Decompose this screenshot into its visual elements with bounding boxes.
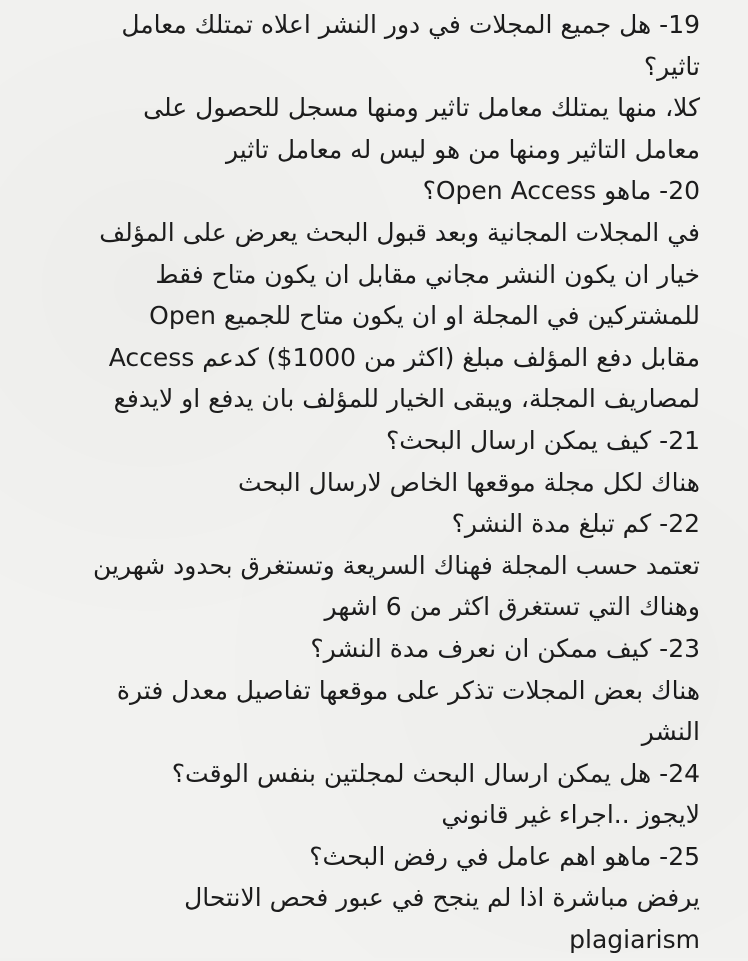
a20-line-1: في المجلات المجانية وبعد قبول البحث يعرض على المؤلف xyxy=(99,217,700,247)
q24-line: 24- هل يمكن ارسال البحث لمجلتين بنفس الوقت؟ xyxy=(171,758,700,788)
a25-line-2: plagiarism xyxy=(569,925,700,955)
a19-line-1: كلا، منها يمتلك معامل تاثير ومنها مسجل للحصول على xyxy=(143,93,700,123)
a24-line: لايجوز ..اجراء غير قانوني xyxy=(441,800,700,830)
a23-line-2: النشر xyxy=(641,717,700,747)
q22-line: 22- كم تبلغ مدة النشر؟ xyxy=(451,509,700,539)
a23-line-1: هناك بعض المجلات تذكر على موقعها تفاصيل معدل فترة xyxy=(116,675,700,705)
a19-line-2: معامل التاثير ومنها من هو ليس له معامل تاثير xyxy=(226,134,700,164)
a20-line-2: خيار ان يكون النشر مجاني مقابل ان يكون متاح فقط xyxy=(155,259,700,289)
q19-line-2: تاثير؟ xyxy=(643,51,700,81)
q23-line: 23- كيف ممكن ان نعرف مدة النشر؟ xyxy=(310,633,700,663)
a22-line-2: وهناك التي تستغرق اكثر من 6 اشهر xyxy=(324,592,700,622)
q25-line: 25- ماهو اهم عامل في رفض البحث؟ xyxy=(309,841,700,871)
q21-line: 21- كيف يمكن ارسال البحث؟ xyxy=(385,425,700,455)
a20-line-5: لمصاريف المجلة، ويبقى الخيار للمؤلف بان يدفع او لايدفع xyxy=(113,384,700,414)
a20-line-4: Access مقابل دفع المؤلف مبلغ (اكثر من 1000$) كدعم xyxy=(108,342,700,372)
q20-line: 20- ماهو Open Access؟ xyxy=(422,176,700,206)
a21-line: هناك لكل مجلة موقعها الخاص لارسال البحث xyxy=(237,467,700,497)
a20-line-3: للمشتركين في المجلة او ان يكون متاح للجميع Open xyxy=(149,301,700,331)
a25-line-1: يرفض مباشرة اذا لم ينجح في عبور فحص الانتحال xyxy=(184,883,700,913)
a22-line-1: تعتمد حسب المجلة فهناك السريعة وتستغرق بحدود شهرين xyxy=(92,550,700,580)
q19-line-1: 19- هل جميع المجلات في دور النشر اعلاه تمتلك معامل xyxy=(121,10,700,39)
